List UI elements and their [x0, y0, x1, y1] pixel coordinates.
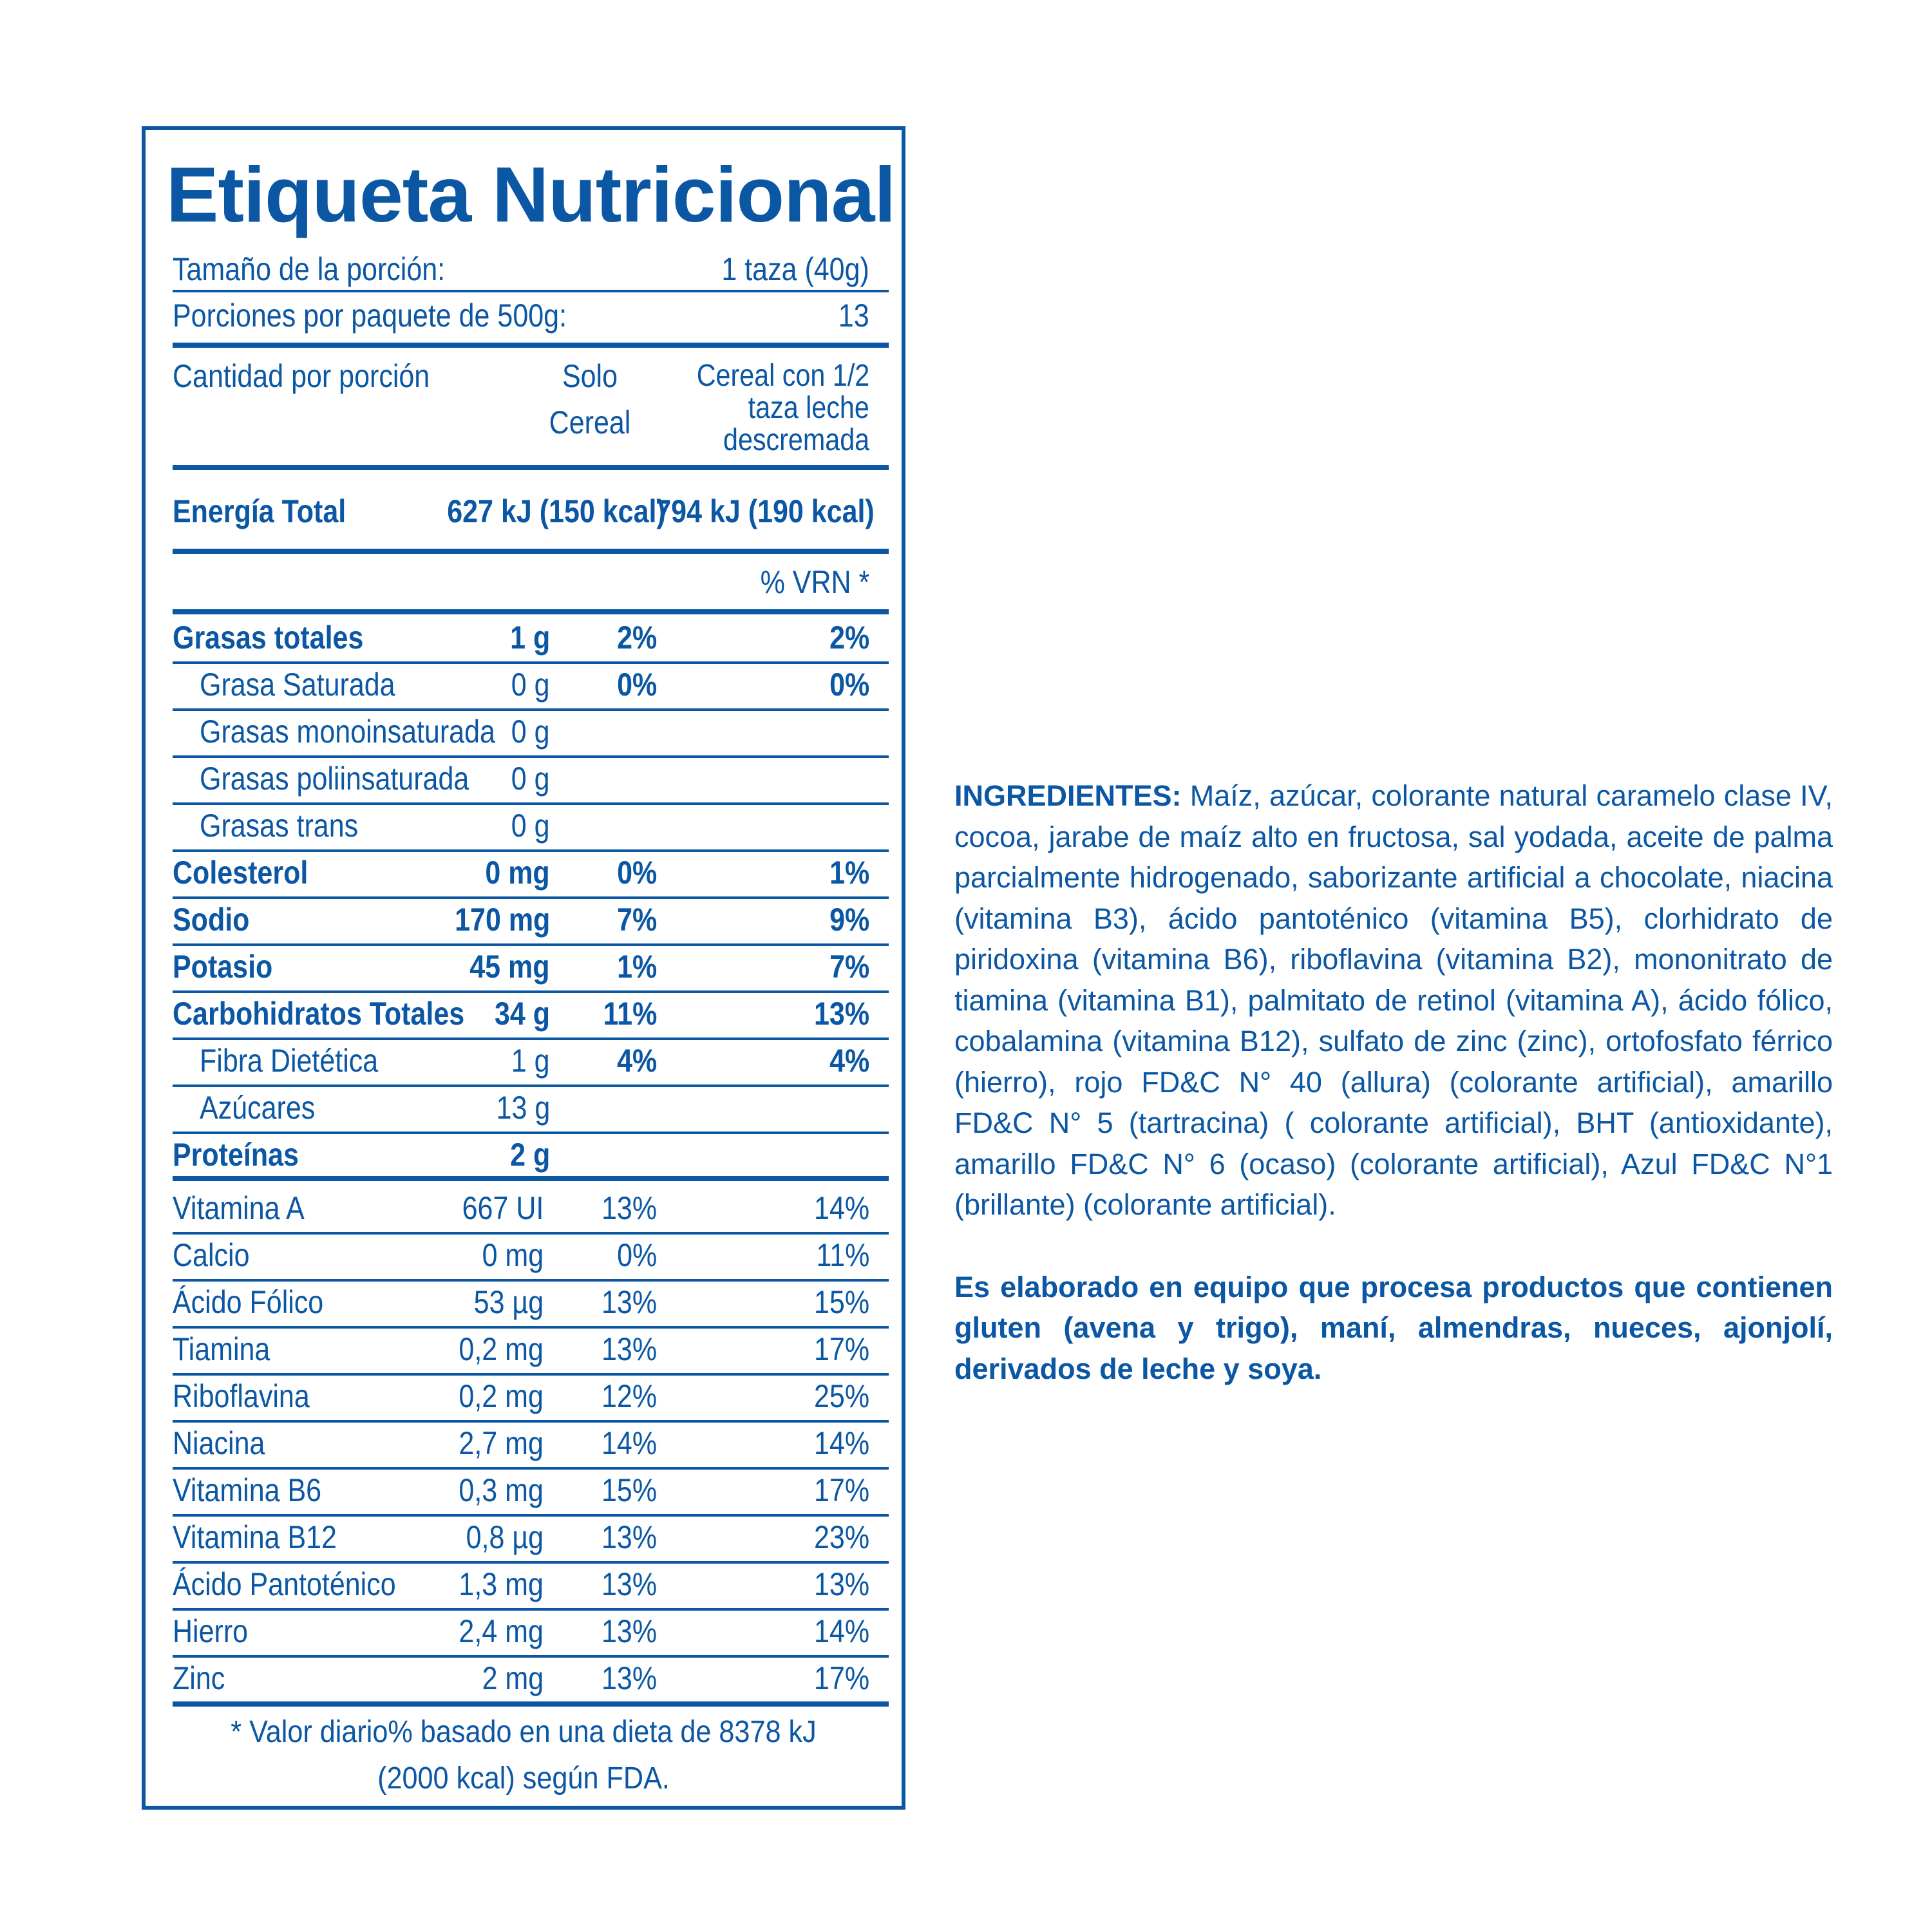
vitamin-name: Vitamina B12 [173, 1519, 337, 1555]
vitamin-pct-milk: 11% [816, 1237, 869, 1273]
nutrient-amount: 13 g [496, 1090, 550, 1126]
nutrient-amount: 0 mg [485, 855, 550, 891]
nutrient-name: Carbohidratos Totales [173, 996, 465, 1032]
nutrient-amount: 0 g [511, 667, 550, 703]
vitamin-name: Hierro [173, 1613, 249, 1649]
nutrient-pct-milk: 2% [829, 620, 869, 656]
nutrient-pct-cereal: 0% [616, 855, 657, 891]
vitamin-pct-cereal: 13% [601, 1284, 657, 1320]
col2-header-line1: Cereal con 1/2 [696, 359, 869, 393]
servings-per-pack-value: 13 [838, 298, 869, 334]
vitamin-pct-milk: 17% [813, 1472, 869, 1508]
divider [173, 1608, 889, 1611]
vitamin-pct-cereal: 13% [601, 1660, 657, 1696]
nutrient-amount: 0 g [511, 808, 550, 844]
footnote-line2: (2000 kcal) según FDA. [377, 1761, 670, 1795]
divider [173, 896, 889, 899]
col2-header-line3: descremada [723, 423, 869, 457]
vitamin-pct-cereal: 14% [601, 1425, 657, 1461]
energy-col2: 794 kJ (190 kcal) [656, 493, 875, 529]
nutrient-name: Sodio [173, 902, 250, 938]
footnote-line1: * Valor diario% basado en una dieta de 8378 kJ [231, 1715, 817, 1749]
ingredients-label: INGREDIENTES: [954, 779, 1182, 812]
nutrient-name: Grasas monoinsaturada [200, 714, 495, 750]
divider [173, 290, 889, 292]
divider [173, 755, 889, 758]
divider [173, 1037, 889, 1040]
vitamin-name: Calcio [173, 1237, 250, 1273]
vitamin-amount: 0,2 mg [459, 1378, 544, 1414]
divider [173, 661, 889, 664]
vitamin-pct-milk: 15% [813, 1284, 869, 1320]
nutrient-name: Proteínas [173, 1137, 299, 1173]
divider-thick [173, 465, 889, 470]
servings-per-pack-label: Porciones por paquete de 500g: [173, 298, 567, 334]
vitamin-amount: 0 mg [482, 1237, 544, 1273]
nutrient-pct-milk: 0% [829, 667, 869, 703]
nutrient-amount: 2 g [509, 1137, 550, 1173]
nutrient-pct-cereal: 11% [603, 996, 657, 1032]
vitamin-name: Tiamina [173, 1331, 270, 1367]
vitamin-pct-cereal: 13% [601, 1566, 657, 1602]
nutrient-name: Grasa Saturada [200, 667, 395, 703]
vitamin-amount: 667 UI [462, 1190, 544, 1226]
vitamin-amount: 0,8 µg [466, 1519, 544, 1555]
divider [173, 708, 889, 711]
vitamin-name: Ácido Pantoténico [173, 1566, 396, 1602]
divider [173, 990, 889, 993]
vitamin-name: Riboflavina [173, 1378, 310, 1414]
vitamin-amount: 2,7 mg [459, 1425, 544, 1461]
nutrient-amount: 45 mg [469, 949, 550, 985]
nutrient-pct-cereal: 0% [616, 667, 657, 703]
nutrient-pct-milk: 13% [813, 996, 869, 1032]
nutrition-label [142, 126, 905, 1810]
divider-thick [173, 343, 889, 348]
vitamin-pct-cereal: 0% [616, 1237, 657, 1273]
vitamin-pct-cereal: 13% [601, 1519, 657, 1555]
vitamin-pct-cereal: 15% [601, 1472, 657, 1508]
vitamin-amount: 2 mg [482, 1660, 544, 1696]
vitamin-name: Zinc [173, 1660, 225, 1696]
nutrient-pct-cereal: 4% [616, 1043, 657, 1079]
nutrient-pct-cereal: 1% [616, 949, 657, 985]
nutrient-pct-cereal: 7% [616, 902, 657, 938]
nutrient-amount: 0 g [511, 714, 550, 750]
divider-thick [173, 549, 889, 554]
vitamin-pct-cereal: 13% [601, 1190, 657, 1226]
nutrient-name: Grasas poliinsaturada [200, 761, 469, 797]
vitamin-pct-milk: 14% [813, 1425, 869, 1461]
vitamin-pct-milk: 17% [813, 1331, 869, 1367]
divider [173, 1084, 889, 1087]
vitamin-pct-cereal: 12% [601, 1378, 657, 1414]
vitamin-amount: 0,3 mg [459, 1472, 544, 1508]
nutrient-pct-milk: 9% [829, 902, 869, 938]
vitamin-amount: 53 µg [473, 1284, 544, 1320]
vitamin-name: Vitamina A [173, 1190, 305, 1226]
vrn-header: % VRN * [760, 564, 869, 600]
divider [173, 1561, 889, 1564]
vitamin-pct-cereal: 13% [601, 1613, 657, 1649]
divider [173, 1467, 889, 1470]
nutrient-amount: 34 g [494, 996, 550, 1032]
divider [173, 1326, 889, 1329]
vitamin-pct-milk: 14% [813, 1613, 869, 1649]
energy-label: Energía Total [173, 493, 346, 529]
label-title: Etiqueta Nutricional [166, 151, 896, 238]
vitamin-amount: 1,3 mg [459, 1566, 544, 1602]
nutrient-name: Azúcares [200, 1090, 316, 1126]
ingredients-block [954, 775, 1833, 1226]
nutrient-pct-milk: 1% [829, 855, 869, 891]
divider [173, 1232, 889, 1235]
nutrient-amount: 170 mg [454, 902, 550, 938]
vitamin-name: Niacina [173, 1425, 265, 1461]
nutrient-name: Colesterol [173, 855, 308, 891]
nutrient-pct-milk: 7% [829, 949, 869, 985]
divider-thick [173, 609, 889, 614]
divider [173, 802, 889, 805]
ingredients-text: Maíz, azúcar, colorante natural caramelo clase IV, cocoa, jarabe de maíz alto en fructosa, sal yodada, aceite de palma parcialmente hidrogenado, saborizante artificial a chocolate, niacina (vitamina B3), ácido pantoténico (vitamina B5), clorhidrato de piridoxina (vitamina B6), riboflavina (vitamina B2), mononitrato de tiamina (vitamina B1), palmitato de retinol (vitamina A), ácido fólico, cobalamina (vitamina B12), sulfato de zinc (zinc), ortofosfato férrico (hierro), rojo FD&C N° 40 (allura) (colorante artificial), amarillo FD&C N° 5 (tartracina) ( colorante artificial), BHT (antioxidante), amarillo FD&C N° 6 (ocaso) (colorante artificial), Azul FD&C N°1 (brillante) (colorante artificial). [954, 779, 1833, 1221]
divider [173, 849, 889, 852]
nutrient-name: Potasio [173, 949, 273, 985]
divider [173, 1132, 889, 1134]
divider [173, 1420, 889, 1423]
divider [173, 1655, 889, 1658]
divider [173, 1514, 889, 1517]
amount-per-serving-label: Cantidad por porción [173, 358, 430, 394]
divider-thick [173, 1701, 889, 1707]
divider [173, 1176, 889, 1181]
vitamin-pct-milk: 23% [813, 1519, 869, 1555]
nutrient-amount: 0 g [511, 761, 550, 797]
divider [173, 1373, 889, 1376]
col1-header-line2: Cereal [549, 404, 631, 440]
energy-col1: 627 kJ (150 kcal) [447, 493, 666, 529]
vitamin-pct-milk: 25% [813, 1378, 869, 1414]
divider [173, 943, 889, 946]
allergen-note: Es elaborado en equipo que procesa productos que contienen gluten (avena y trigo), maní, almendras, nueces, ajonjolí, derivados de leche y soya. [954, 1270, 1833, 1385]
divider [173, 1279, 889, 1282]
nutrient-amount: 1 g [511, 1043, 550, 1079]
nutrient-amount: 1 g [509, 620, 550, 656]
serving-size-label: Tamaño de la porción: [173, 251, 446, 287]
serving-size-value: 1 taza (40g) [721, 251, 869, 287]
vitamin-pct-cereal: 13% [601, 1331, 657, 1367]
nutrient-name: Fibra Dietética [200, 1043, 379, 1079]
footnote [184, 1709, 864, 1802]
vitamin-name: Vitamina B6 [173, 1472, 322, 1508]
col1-header-line1: Solo [562, 358, 618, 394]
vitamin-amount: 0,2 mg [459, 1331, 544, 1367]
col2-header-line2: taza leche [748, 391, 869, 425]
nutrient-pct-milk: 4% [829, 1043, 869, 1079]
vitamin-pct-milk: 13% [813, 1566, 869, 1602]
nutrient-name: Grasas totales [173, 620, 364, 656]
vitamin-amount: 2,4 mg [459, 1613, 544, 1649]
vitamin-pct-milk: 17% [813, 1660, 869, 1696]
ingredients-panel [954, 775, 1833, 1389]
nutrient-pct-cereal: 2% [616, 620, 657, 656]
vitamin-pct-milk: 14% [813, 1190, 869, 1226]
vitamin-name: Ácido Fólico [173, 1284, 324, 1320]
nutrient-name: Grasas trans [200, 808, 359, 844]
